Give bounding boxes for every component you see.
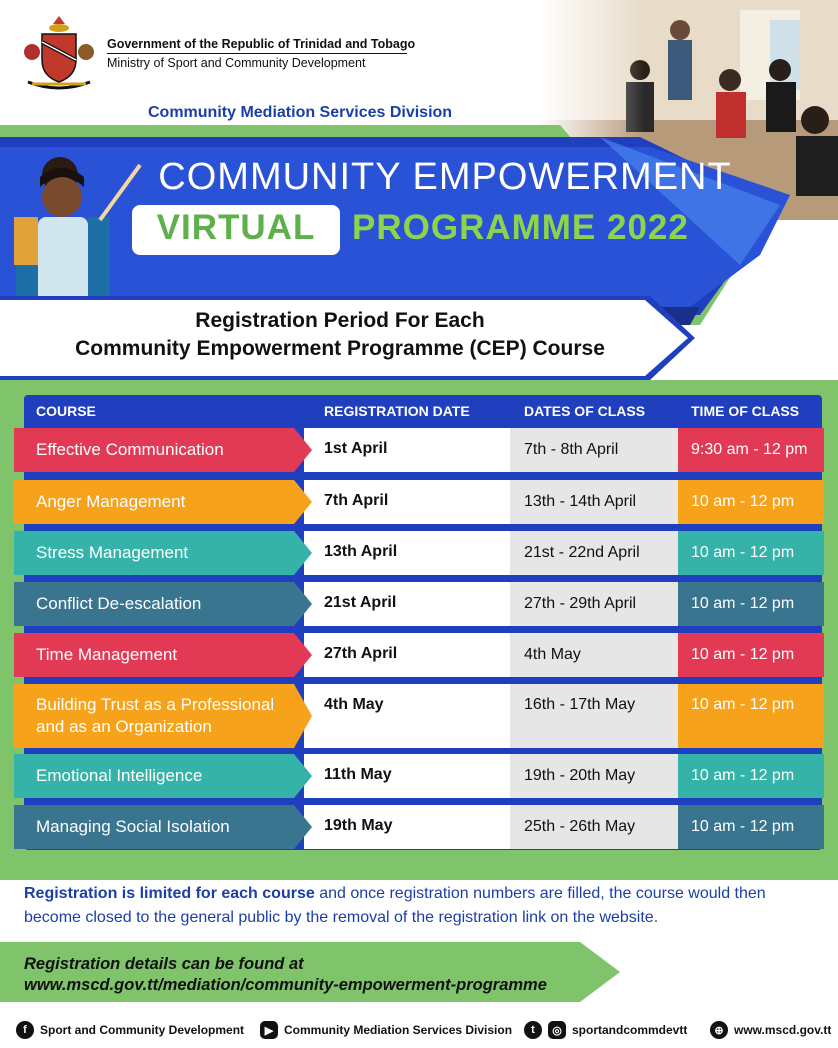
ministry-name: Ministry of Sport and Community Development bbox=[107, 56, 366, 70]
course-name: Stress Management bbox=[36, 543, 189, 562]
notice-bold: Registration is limited for each course bbox=[24, 885, 315, 902]
registration-notice bbox=[24, 882, 814, 930]
footer-website[interactable] bbox=[710, 1021, 831, 1039]
class-time: 10 am - 12 pm bbox=[691, 818, 795, 835]
registration-date: 4th May bbox=[324, 696, 384, 713]
course-name: Building Trust as a Professional and as an Organization bbox=[36, 695, 275, 736]
class-time: 10 am - 12 pm bbox=[691, 493, 795, 510]
class-dates: 16th - 17th May bbox=[524, 696, 636, 713]
class-dates: 25th - 26th May bbox=[524, 818, 636, 835]
registration-date: 13th April bbox=[324, 543, 398, 560]
class-dates: 4th May bbox=[524, 646, 581, 663]
course-name: Anger Management bbox=[36, 492, 186, 511]
facebook-label: Sport and Community Development bbox=[40, 1023, 245, 1037]
footer-social[interactable] bbox=[524, 1021, 687, 1039]
class-time: 10 am - 12 pm bbox=[691, 595, 795, 612]
registration-date: 27th April bbox=[324, 645, 398, 662]
header-time-of-class: TIME OF CLASS bbox=[691, 403, 800, 419]
table-row bbox=[14, 805, 824, 849]
course-name: Conflict De-escalation bbox=[36, 594, 202, 613]
instagram-icon: ◎ bbox=[548, 1021, 566, 1039]
class-dates: 19th - 20th May bbox=[524, 767, 636, 784]
registration-heading-line-1: Registration Period For Each bbox=[195, 309, 485, 332]
table-row bbox=[14, 428, 824, 472]
table-row bbox=[14, 684, 824, 748]
footer-facebook[interactable] bbox=[16, 1021, 244, 1039]
header-registration-date: REGISTRATION DATE bbox=[324, 403, 470, 419]
globe-icon: ⊕ bbox=[710, 1021, 728, 1039]
registration-date: 1st April bbox=[324, 440, 388, 457]
course-name: Time Management bbox=[36, 645, 178, 664]
government-name: Government of the Republic of Trinidad and Tobago bbox=[107, 37, 416, 51]
class-time: 10 am - 12 pm bbox=[691, 767, 795, 784]
youtube-icon: ▶ bbox=[260, 1021, 278, 1039]
registration-heading-line-2: Community Empowerment Programme (CEP) Course bbox=[75, 337, 605, 360]
website-label: www.mscd.gov.tt bbox=[734, 1023, 832, 1037]
course-name: Effective Communication bbox=[36, 440, 224, 459]
class-dates: 21st - 22nd April bbox=[524, 544, 640, 561]
registration-date: 11th May bbox=[324, 766, 392, 783]
table-row bbox=[14, 633, 824, 677]
class-time: 10 am - 12 pm bbox=[691, 696, 795, 713]
time-cell bbox=[678, 684, 824, 748]
table-row bbox=[14, 582, 824, 626]
footer-youtube[interactable] bbox=[260, 1021, 512, 1039]
details-text: Registration details can be found at bbox=[24, 955, 304, 973]
registration-date: 7th April bbox=[324, 492, 389, 509]
notice-rest: and once registration numbers are filled, the course would then become closed to the general public by the removal of the registration link on the website. bbox=[24, 885, 766, 926]
table-row bbox=[14, 754, 824, 798]
title-line-1: COMMUNITY EMPOWERMENT bbox=[158, 156, 732, 198]
registration-date: 21st April bbox=[324, 594, 397, 611]
facebook-icon: f bbox=[16, 1021, 34, 1039]
social-handle: sportandcommdevtt bbox=[572, 1023, 688, 1037]
registration-cell bbox=[304, 684, 510, 748]
class-time: 9:30 am - 12 pm bbox=[691, 441, 808, 458]
class-dates: 7th - 8th April bbox=[524, 441, 619, 458]
virtual-label: VIRTUAL bbox=[156, 208, 316, 247]
table-row bbox=[14, 531, 824, 575]
class-time: 10 am - 12 pm bbox=[691, 646, 795, 663]
dates-cell bbox=[510, 684, 678, 748]
header-dates-of-class: DATES OF CLASS bbox=[524, 403, 646, 419]
course-name: Managing Social Isolation bbox=[36, 817, 230, 836]
coat-of-arms-icon bbox=[22, 12, 96, 96]
divider bbox=[107, 53, 407, 54]
programme-label: PROGRAMME 2022 bbox=[352, 208, 689, 247]
table-row bbox=[14, 480, 824, 524]
youtube-label: Community Mediation Services Division bbox=[284, 1023, 513, 1037]
class-dates: 13th - 14th April bbox=[524, 493, 637, 510]
header-course: COURSE bbox=[36, 403, 96, 419]
details-link[interactable]: www.mscd.gov.tt/mediation/community-empowerment-programme bbox=[24, 976, 547, 994]
class-time: 10 am - 12 pm bbox=[691, 544, 795, 561]
twitter-icon: t bbox=[524, 1021, 542, 1039]
registration-date: 19th May bbox=[324, 817, 393, 834]
division-name: Community Mediation Services Division bbox=[148, 104, 453, 121]
class-dates: 27th - 29th April bbox=[524, 595, 637, 612]
course-name: Emotional Intelligence bbox=[36, 766, 203, 785]
